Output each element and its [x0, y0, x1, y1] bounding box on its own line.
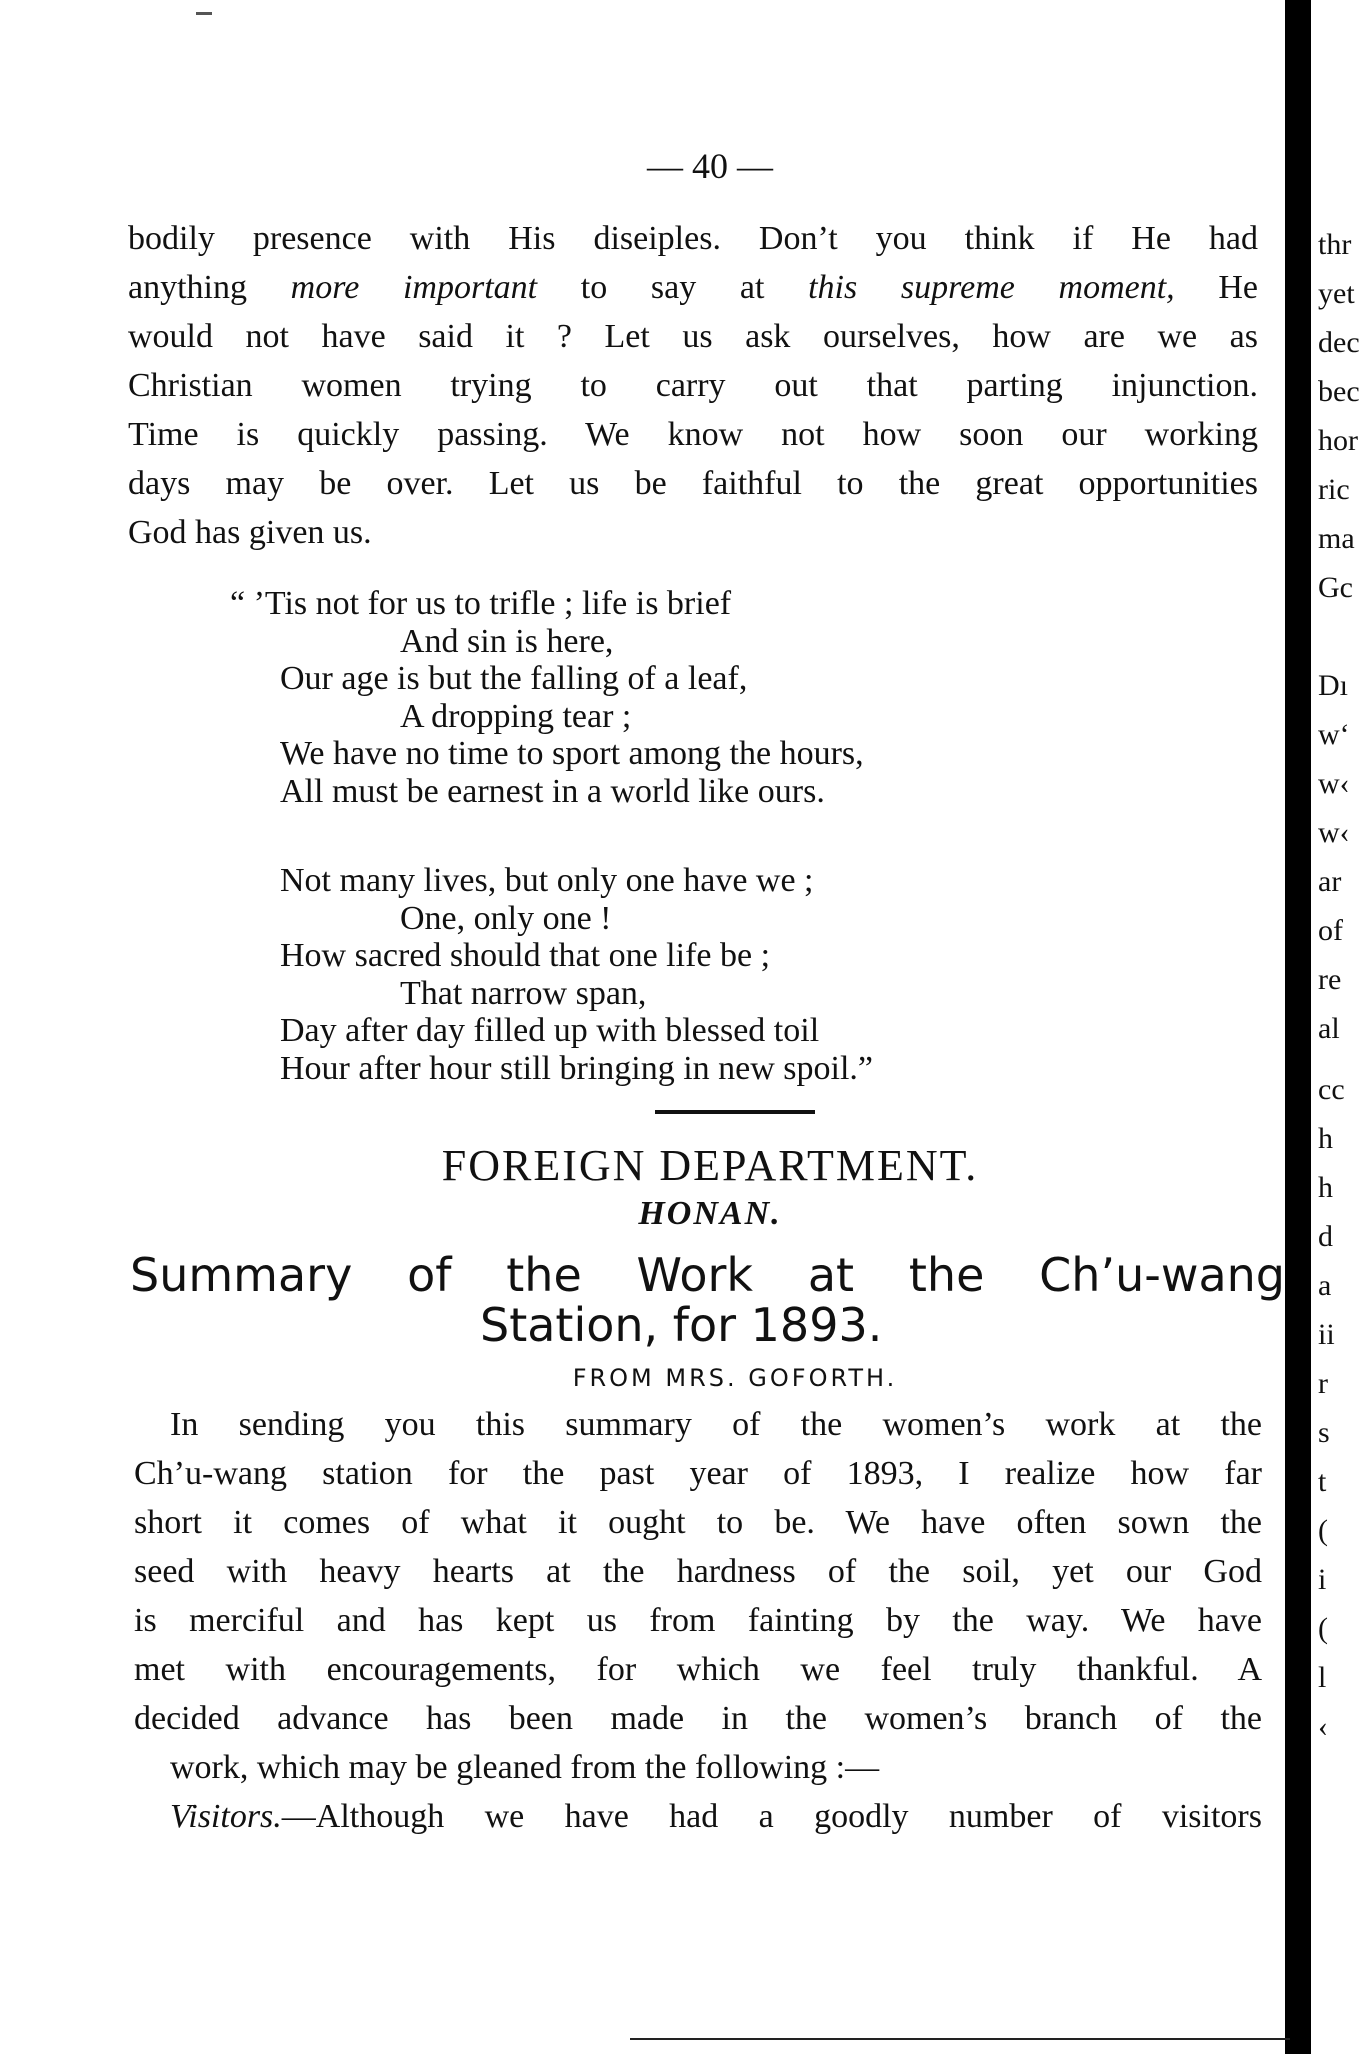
poem-line: And sin is here, — [400, 622, 614, 660]
fragment: re — [1318, 963, 1342, 996]
poem-stanza-2 — [280, 862, 873, 1087]
paragraph-2 — [134, 1400, 1262, 1841]
author-byline: FROM MRS. GOFORTH. — [572, 1364, 898, 1392]
text-line: bodily presence with His diseiples. Don’t you think if He had — [128, 220, 1258, 257]
fragment — [1318, 612, 1368, 661]
binding-gutter — [1285, 0, 1311, 2054]
page-edge-line — [630, 2038, 1290, 2040]
facing-page-fragments-top — [1318, 220, 1368, 1053]
poem-line: Day after day filled up with blessed toil — [280, 1012, 820, 1049]
fragment: bec — [1318, 375, 1360, 408]
paragraph-text: —Although we have had a goodly number of visitors — [281, 1798, 1262, 1835]
fragment: dec — [1318, 326, 1360, 359]
text-line: Ch’u-wang station for the past year of 1893, I realize how far — [134, 1455, 1262, 1492]
text-line: days may be over. Let us be faithful to the great opportunities — [128, 465, 1258, 502]
fragment: ( — [1318, 1514, 1328, 1547]
fragment: ma — [1318, 522, 1355, 555]
poem-line: How sacred should that one life be ; — [280, 937, 771, 974]
facing-page-fragments-bottom — [1318, 1065, 1368, 1751]
fragment: w‹ — [1318, 816, 1350, 849]
fragment: s — [1318, 1416, 1330, 1449]
fragment: ( — [1318, 1612, 1328, 1645]
page-number: — 40 — — [647, 146, 773, 186]
text-line: Time is quickly passing. We know not how soon our working — [128, 416, 1258, 453]
article-title-line-1: Summary of the Work at the Ch’u-wang — [130, 1248, 1285, 1302]
poem-stanza-1 — [230, 585, 864, 810]
fragment: t — [1318, 1465, 1327, 1498]
fragment: of — [1318, 914, 1343, 947]
fragment: w‹ — [1318, 767, 1350, 800]
paragraph-label: Visitors. — [170, 1798, 282, 1835]
poem-line: A dropping tear ; — [400, 697, 632, 735]
fragment: thr — [1318, 228, 1352, 261]
fragment: a — [1318, 1269, 1332, 1302]
text-line — [134, 1792, 1262, 1841]
fragment: ric — [1318, 473, 1350, 506]
text-line: short it comes of what it ought to be. We have often sown the — [134, 1504, 1262, 1541]
poem-line: “ ’Tis not for us to trifle ; life is brief — [230, 585, 732, 622]
fragment: ii — [1318, 1318, 1335, 1351]
scan-mark — [196, 12, 212, 15]
paragraph-1 — [128, 214, 1258, 557]
poem-line: Our age is but the falling of a leaf, — [280, 660, 748, 697]
poem-line: We have no time to sport among the hours, — [280, 735, 864, 772]
fragment: h — [1318, 1171, 1333, 1204]
text-line: is merciful and has kept us from fainting by the way. We have — [134, 1602, 1262, 1639]
poem-line: That narrow span, — [400, 974, 647, 1012]
fragment: l — [1318, 1661, 1327, 1694]
fragment: Dı — [1318, 669, 1348, 702]
text-line: God has given us. — [128, 514, 372, 551]
text-line: anything more important to say at this supreme moment, He — [128, 269, 1258, 306]
text-line: would not have said it ? Let us ask ourselves, how are we as — [128, 318, 1258, 355]
fragment: al — [1318, 1012, 1340, 1045]
fragment: hor — [1318, 424, 1358, 457]
poem-line: Hour after hour still bringing in new spoil.” — [280, 1049, 874, 1087]
fragment: w‘ — [1318, 718, 1350, 751]
region-heading: HONAN. — [638, 1195, 782, 1232]
section-divider — [655, 1110, 815, 1114]
poem-line: All must be earnest in a world like ours. — [280, 772, 825, 810]
text-line: seed with heavy hearts at the hardness of the soil, yet our God — [134, 1553, 1262, 1590]
text-line: work, which may be gleaned from the following :— — [170, 1749, 880, 1786]
poem-line: Not many lives, but only one have we ; — [280, 862, 814, 899]
text-line: Christian women trying to carry out that parting injunction. — [128, 367, 1258, 404]
fragment: cc — [1318, 1073, 1345, 1106]
text-line: decided advance has been made in the women’s branch of the — [134, 1700, 1262, 1737]
fragment: Gc — [1318, 571, 1353, 604]
fragment: h — [1318, 1122, 1333, 1155]
fragment: i — [1318, 1563, 1327, 1596]
text-line: met with encouragements, for which we feel truly thankful. A — [134, 1651, 1262, 1688]
fragment: d — [1318, 1220, 1333, 1253]
article-title-line-2: Station, for 1893. — [480, 1298, 883, 1352]
fragment: r — [1318, 1367, 1328, 1400]
department-heading: FOREIGN DEPARTMENT. — [441, 1141, 979, 1190]
poem-line: One, only one ! — [400, 899, 612, 937]
fragment: ar — [1318, 865, 1342, 898]
fragment: yet — [1318, 277, 1355, 310]
text-line: In sending you this summary of the women’s work at the — [170, 1406, 1262, 1443]
fragment: ‹ — [1318, 1710, 1328, 1743]
